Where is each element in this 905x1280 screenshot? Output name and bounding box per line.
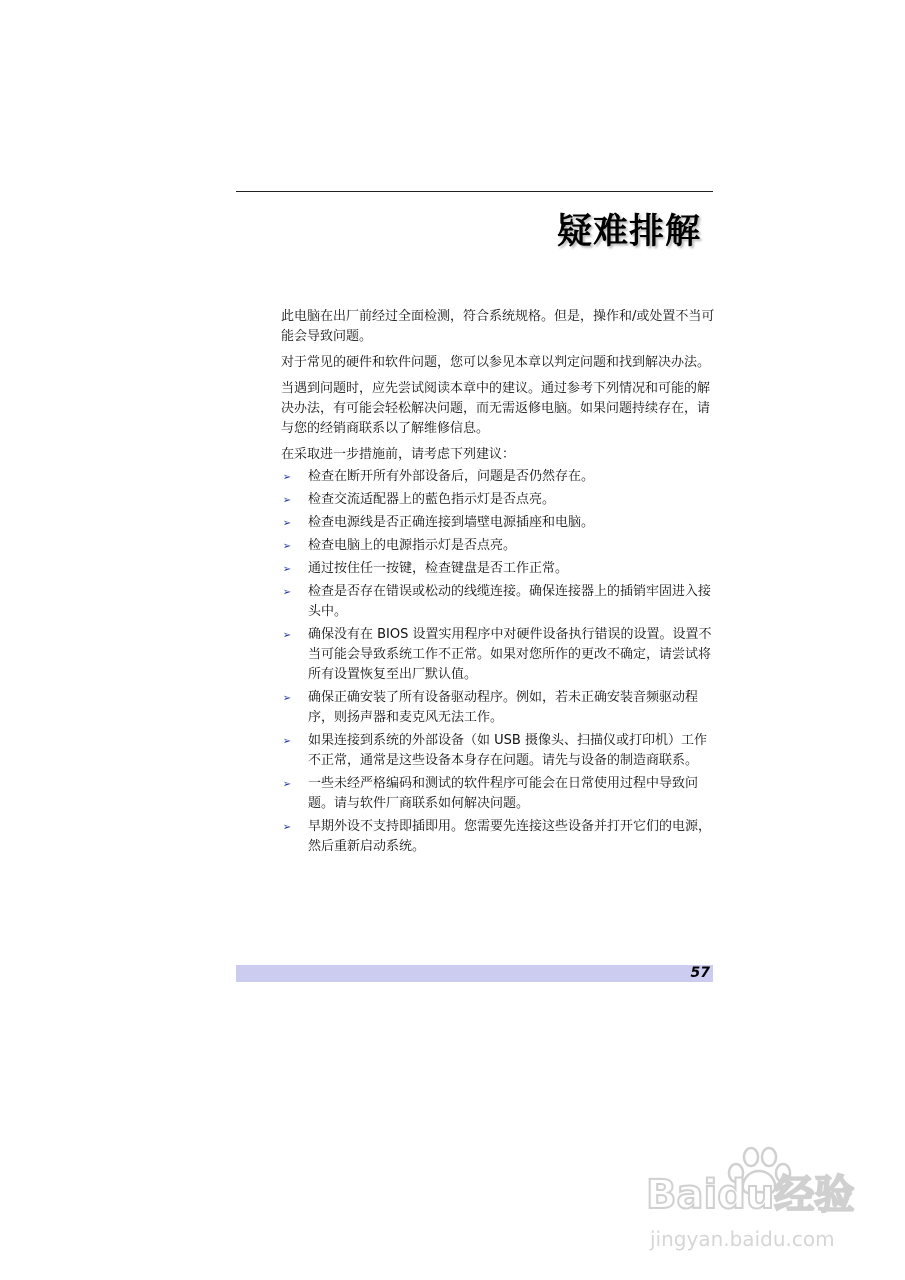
suggestion-item xyxy=(281,536,715,556)
intro-paragraph: 此电脑在出厂前经过全面检测，符合系统规格。但是，操作和/或处置不当可能会导致问题。 xyxy=(281,309,715,344)
suggestion-item xyxy=(281,688,715,728)
arrowhead-bullet-icon: ➢ xyxy=(282,541,292,552)
arrowhead-bullet-icon: ➢ xyxy=(282,587,292,598)
suggestion-text: 确保没有在 BIOS 设置实用程序中对硬件设备执行错误的设置。设置不当可能会导致系统工作不正常。如果对您所作的更改不确定，请尝试将所有设置恢复至出厂默认值。 xyxy=(308,627,712,682)
suggestion-item xyxy=(281,731,715,771)
watermark-url: jingyan.baidu.com xyxy=(650,1227,835,1251)
suggestion-text: 一些未经严格编码和测试的软件程序可能会在日常使用过程中导致问题。请与软件厂商联系如何解决问题。 xyxy=(308,776,699,811)
suggestion-item xyxy=(281,774,715,814)
suggestion-text: 检查是否存在错误或松动的线缆连接。确保连接器上的插销牢固进入接头中。 xyxy=(308,584,712,619)
suggestion-item xyxy=(281,467,715,487)
suggestion-item xyxy=(281,559,715,579)
suggestion-text: 检查交流适配器上的藍色指示灯是否点亮。 xyxy=(308,492,556,507)
intro-paragraph: 对于常见的硬件和软件问题，您可以参见本章以判定问题和找到解决办法。 xyxy=(281,355,711,370)
page-footer-bar xyxy=(236,965,713,982)
arrowhead-bullet-icon: ➢ xyxy=(282,693,292,704)
chapter-body xyxy=(281,307,715,860)
suggestion-text: 早期外设不支持即插即用。您需要先连接这些设备并打开它们的电源，然后重新启动系统。 xyxy=(308,819,712,854)
suggestion-text: 通过按住任一按键，检查键盘是否工作正常。 xyxy=(308,561,569,576)
suggestion-item xyxy=(281,513,715,533)
suggestion-item xyxy=(281,490,715,510)
arrowhead-bullet-icon: ➢ xyxy=(282,495,292,506)
arrowhead-bullet-icon: ➢ xyxy=(282,630,292,641)
arrowhead-bullet-icon: ➢ xyxy=(282,779,292,790)
suggestion-text: 检查在断开所有外部设备后，问题是否仍然存在。 xyxy=(308,469,595,484)
suggestion-text: 如果连接到系统的外部设备（如 USB 摄像头、扫描仪或打印机）工作不正常，通常是这些设备本身存在问题。请先与设备的制造商联系。 xyxy=(308,733,707,768)
arrowhead-bullet-icon: ➢ xyxy=(282,564,292,575)
intro-paragraph: 当遇到问题时，应先尝试阅读本章中的建议。通过参考下列情况和可能的解决办法，有可能会轻松解决问题，而无需返修电脑。如果问题持续存在，请与您的经销商联系以了解维修信息。 xyxy=(281,381,711,436)
watermark-brand: Baidu经验 xyxy=(646,1172,855,1218)
suggestion-text: 检查电源线是否正确连接到墙壁电源插座和电脑。 xyxy=(308,515,595,530)
chapter-title: 疑难排解 xyxy=(556,212,701,252)
suggestion-item xyxy=(281,817,715,857)
suggestion-item xyxy=(281,582,715,622)
suggestions-lead: 在采取进一步措施前，请考虑下列建议： xyxy=(281,447,516,462)
page-number: 57 xyxy=(690,965,710,981)
arrowhead-bullet-icon: ➢ xyxy=(282,518,292,529)
arrowhead-bullet-icon: ➢ xyxy=(282,736,292,747)
arrowhead-bullet-icon: ➢ xyxy=(282,472,292,483)
chapter-top-rule xyxy=(236,191,713,192)
suggestion-text: 检查电脑上的电源指示灯是否点亮。 xyxy=(308,538,517,553)
suggestion-text: 确保正确安装了所有设备驱动程序。例如，若未正确安装音频驱动程序，则扬声器和麦克风无法工作。 xyxy=(308,690,699,725)
suggestion-list xyxy=(281,467,715,857)
arrowhead-bullet-icon: ➢ xyxy=(282,822,292,833)
baidu-jingyan-watermark xyxy=(646,1143,866,1263)
suggestion-item xyxy=(281,625,715,685)
